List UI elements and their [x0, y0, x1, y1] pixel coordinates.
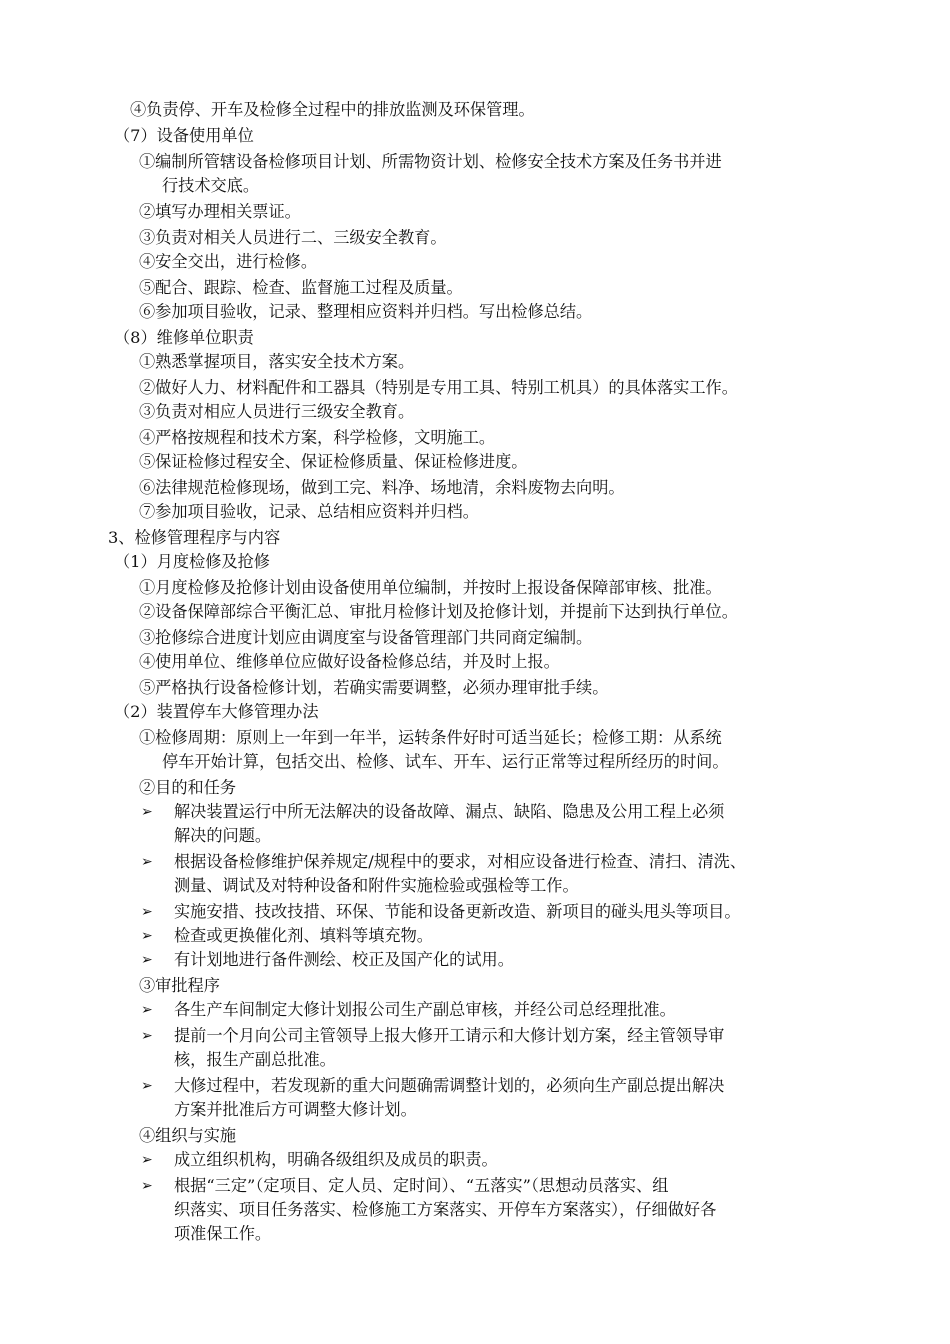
bullet-arrow-icon: ➢: [141, 928, 153, 944]
bullet-item-text: 解决装置运行中所无法解决的设备故障、漏点、缺陷、隐患及公用工程上必须: [174, 802, 725, 821]
text-line: ②做好人力、材料配件和工器具（特别是专用工具、特别工机具）的具体落实工作。: [139, 378, 738, 397]
bullet-item-text: 织落实、项目任务落实、检修施工方案落实、开停车方案落实），仔细做好各: [174, 1200, 717, 1219]
bullet-item-text: 测量、调试及对特种设备和附件实施检验或强检等工作。: [174, 876, 579, 895]
text-line: 停车开始计算，包括交出、检修、试车、开车、运行正常等过程所经历的时间。: [162, 752, 729, 771]
text-line: ①检修周期：原则上一年到一年半，运转条件好时可适当延长；检修工期：从系统: [139, 728, 722, 747]
bullet-item-text: 各生产车间制定大修计划报公司生产副总审核，并经公司总经理批准。: [174, 1000, 676, 1019]
text-line: ⑥法律规范检修现场，做到工完、料净、场地清，余料废物去向明。: [139, 478, 625, 497]
bullet-item-text: 解决的问题。: [174, 826, 272, 845]
text-line: ③抢修综合进度计划应由调度室与设备管理部门共同商定编制。: [139, 628, 593, 647]
bullet-arrow-icon: ➢: [141, 1078, 153, 1094]
subsection-heading: ②目的和任务: [139, 778, 237, 797]
bullet-item-text: 大修过程中，若发现新的重大问题确需调整计划的，必须向生产副总提出解决: [174, 1076, 725, 1095]
bullet-arrow-icon: ➢: [141, 1178, 153, 1194]
bullet-arrow-icon: ➢: [141, 804, 153, 820]
text-line: ⑥参加项目验收，记录、整理相应资料并归档。写出检修总结。: [139, 302, 593, 321]
text-line: ②设备保障部综合平衡汇总、审批月检修计划及抢修计划，并提前下达到执行单位。: [139, 602, 738, 621]
text-line: ⑤保证检修过程安全、保证检修质量、保证检修进度。: [139, 452, 528, 471]
text-line: ③负责对相应人员进行三级安全教育。: [139, 402, 415, 421]
section-heading: （2）装置停车大修管理办法: [114, 702, 319, 721]
bullet-item-text: 检查或更换催化剂、填料等填充物。: [174, 926, 433, 945]
text-line: ④严格按规程和技术方案，科学检修，文明施工。: [139, 428, 496, 447]
bullet-arrow-icon: ➢: [141, 904, 153, 920]
section-heading: （8）维修单位职责: [114, 328, 254, 347]
bullet-item-text: 根据“三定”（定项目、定人员、定时间）、“五落实”（思想动员落实、组: [174, 1176, 669, 1195]
bullet-item-text: 方案并批准后方可调整大修计划。: [174, 1100, 417, 1119]
text-line: ①熟悉掌握项目，落实安全技术方案。: [139, 352, 415, 371]
section-heading: 3、检修管理程序与内容: [108, 528, 281, 547]
bullet-item-text: 项准保工作。: [174, 1224, 272, 1243]
text-line: ④使用单位、维修单位应做好设备检修总结，并及时上报。: [139, 652, 560, 671]
bullet-item-text: 根据设备检修维护保养规定/规程中的要求，对相应设备进行检查、清扫、清洗、: [174, 852, 747, 871]
text-line: ④负责停、开车及检修全过程中的排放监测及环保管理。: [130, 100, 535, 119]
text-line: ②填写办理相关票证。: [139, 202, 301, 221]
text-line: ⑦参加项目验收，记录、总结相应资料并归档。: [139, 502, 479, 521]
bullet-arrow-icon: ➢: [141, 854, 153, 870]
bullet-arrow-icon: ➢: [141, 1002, 153, 1018]
text-line: 行技术交底。: [162, 176, 260, 195]
text-line: ①月度检修及抢修计划由设备使用单位编制，并按时上报设备保障部审核、批准。: [139, 578, 722, 597]
section-heading: （7）设备使用单位: [114, 126, 254, 145]
text-line: ①编制所管辖设备检修项目计划、所需物资计划、检修安全技术方案及任务书并进: [139, 152, 722, 171]
section-heading: （1）月度检修及抢修: [114, 552, 270, 571]
text-line: ④安全交出，进行检修。: [139, 252, 318, 271]
text-line: ⑤配合、跟踪、检查、监督施工过程及质量。: [139, 278, 463, 297]
bullet-item-text: 核，报生产副总批准。: [174, 1050, 336, 1069]
bullet-item-text: 成立组织机构，明确各级组织及成员的职责。: [174, 1150, 498, 1169]
bullet-arrow-icon: ➢: [141, 1028, 153, 1044]
subsection-heading: ③审批程序: [139, 976, 220, 995]
bullet-item-text: 实施安措、技改技措、环保、节能和设备更新改造、新项目的碰头甩头等项目。: [174, 902, 741, 921]
bullet-arrow-icon: ➢: [141, 1152, 153, 1168]
bullet-item-text: 有计划地进行备件测绘、校正及国产化的试用。: [174, 950, 514, 969]
subsection-heading: ④组织与实施: [139, 1126, 237, 1145]
bullet-item-text: 提前一个月向公司主管领导上报大修开工请示和大修计划方案，经主管领导审: [174, 1026, 725, 1045]
bullet-arrow-icon: ➢: [141, 952, 153, 968]
text-line: ⑤严格执行设备检修计划，若确实需要调整，必须办理审批手续。: [139, 678, 609, 697]
text-line: ③负责对相关人员进行二、三级安全教育。: [139, 228, 447, 247]
